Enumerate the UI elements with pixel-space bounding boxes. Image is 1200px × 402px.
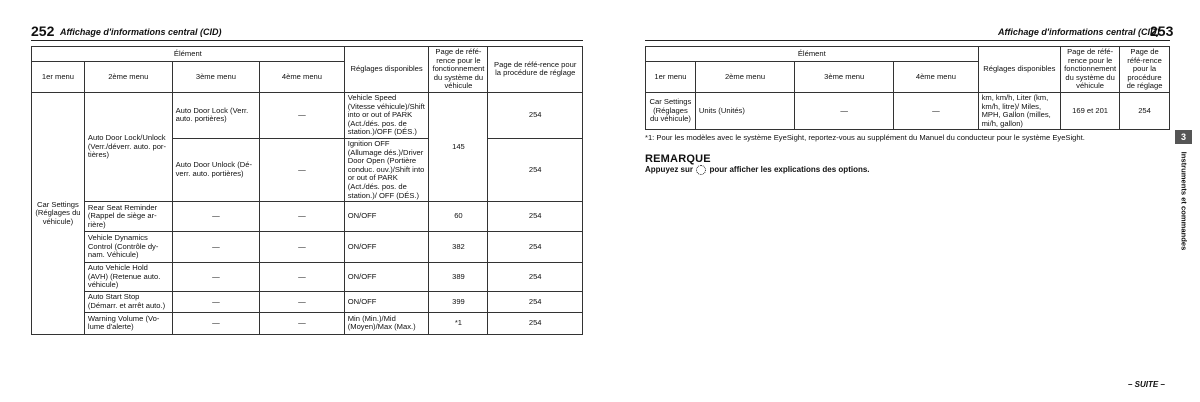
- settings-cell: Min (Min.)/Mid (Moyen)/Max (Max.): [344, 312, 429, 334]
- menu4-cell: —: [894, 92, 978, 129]
- menu4-cell: —: [260, 312, 345, 334]
- menu3-cell: Auto Door Lock (Verr. auto. portières): [172, 92, 260, 138]
- header-proc-page: Page de réfé-rence pour la procédure de réglage: [1120, 47, 1170, 93]
- settings-cell: ON/OFF: [344, 202, 429, 232]
- menu1-cell: Car Settings (Réglages du véhicule): [646, 92, 696, 129]
- menu3-cell: —: [172, 232, 260, 263]
- header-element: Élément: [646, 47, 979, 62]
- table-row: [32, 263, 583, 292]
- menu3-cell: —: [795, 92, 894, 129]
- header-ref-page: Page de réfé-rence pour le fonctionnement du système du véhicule: [1061, 47, 1120, 93]
- settings-cell: Vehicle Speed (Vitesse véhicule)/Shift into or out of PARK (Act./dés. pos. de station.)/OFF (DÉS.): [344, 92, 429, 138]
- ref-cell: 382: [429, 232, 488, 263]
- menu4-cell: —: [260, 291, 345, 312]
- menu4-cell: —: [260, 202, 345, 232]
- settings-cell: km, km/h, Liter (km, km/h, litre)/ Miles, MPH, Gallon (milles, mi/h, gallon): [978, 92, 1061, 129]
- table-row: [32, 202, 583, 232]
- menu4-cell: —: [260, 92, 345, 138]
- header-settings: Réglages disponibles: [344, 47, 429, 93]
- page-number-left: 252: [31, 23, 55, 39]
- ref-cell: 60: [429, 202, 488, 232]
- header-menu2: 2ème menu: [695, 61, 794, 92]
- info-icon: [696, 165, 706, 175]
- header-menu4: 4ème menu: [894, 61, 978, 92]
- header-menu1: 1er menu: [32, 61, 85, 92]
- menu3-cell: —: [172, 312, 260, 334]
- continued-label: – SUITE –: [1128, 380, 1165, 389]
- header-menu2: 2ème menu: [84, 61, 172, 92]
- settings-cell: ON/OFF: [344, 263, 429, 292]
- header-menu3: 3ème menu: [795, 61, 894, 92]
- menu4-cell: —: [260, 138, 345, 201]
- page-number-right: 253: [1150, 23, 1174, 39]
- menu4-cell: —: [260, 232, 345, 263]
- table-row: [32, 92, 583, 138]
- table-row: [32, 232, 583, 263]
- remarque-title: REMARQUE: [645, 153, 711, 165]
- chapter-tab-text: Instruments et commandes: [1179, 151, 1188, 250]
- ref-cell: 389: [429, 263, 488, 292]
- proc-cell: 254: [488, 312, 583, 334]
- menu3-cell: —: [172, 202, 260, 232]
- remarque-text-after: pour afficher les explications des options.: [709, 165, 870, 175]
- table-row: [32, 312, 583, 334]
- proc-cell: 254: [488, 263, 583, 292]
- header-rule-left: [31, 40, 583, 41]
- menu2-cell: Auto Start Stop (Démarr. et arrêt auto.): [84, 291, 172, 312]
- proc-cell: 254: [488, 202, 583, 232]
- menu3-cell: Auto Door Unlock (Dé-verr. auto. portières): [172, 138, 260, 201]
- menu4-cell: —: [260, 263, 345, 292]
- settings-cell: Ignition OFF (Allumage dés.)/Driver Door Open (Portière conduc. ouv.)/Shift into or out of PARK (Act./dés. pos. de station.)/ OFF (DÉS.): [344, 138, 429, 201]
- menu3-cell: —: [172, 291, 260, 312]
- settings-cell: ON/OFF: [344, 291, 429, 312]
- header-rule-right: [645, 40, 1170, 41]
- header-menu3: 3ème menu: [172, 61, 260, 92]
- table-row: [646, 92, 1170, 129]
- proc-cell: 254: [488, 232, 583, 263]
- header-proc-page: Page de réfé-rence pour la procédure de réglage: [488, 47, 583, 93]
- header-element: Élément: [32, 47, 345, 62]
- proc-cell: 254: [488, 92, 583, 138]
- ref-cell: 399: [429, 291, 488, 312]
- running-title-right: Affichage d'informations central (CID): [998, 27, 1160, 37]
- chapter-tab-label: [1175, 148, 1192, 253]
- footnote: *1: Pour les modèles avec le système EyeSight, reportez-vous au supplément du Manuel du conducteur pour le système EyeSight.: [645, 133, 1085, 142]
- proc-cell: 254: [1120, 92, 1170, 129]
- ref-cell: 169 et 201: [1061, 92, 1120, 129]
- menu2-cell: Rear Seat Reminder (Rappel de siège ar-rière): [84, 202, 172, 232]
- menu2-cell: Vehicle Dynamics Control (Contrôle dy-nam. Véhicule): [84, 232, 172, 263]
- ref-cell: *1: [429, 312, 488, 334]
- door-ref-cell: 145: [429, 92, 488, 201]
- settings-table-left: [31, 46, 583, 335]
- table-row: [32, 291, 583, 312]
- menu2-cell: Units (Unités): [695, 92, 794, 129]
- settings-cell: ON/OFF: [344, 232, 429, 263]
- menu3-cell: —: [172, 263, 260, 292]
- remarque-text: [645, 165, 870, 175]
- header-ref-page: Page de réfé-rence pour le fonctionnement du système du véhicule: [429, 47, 488, 93]
- header-settings: Réglages disponibles: [978, 47, 1061, 93]
- menu2-cell: Auto Vehicle Hold (AVH) (Retenue auto. véhicule): [84, 263, 172, 292]
- menu2-cell: Warning Volume (Vo-lume d'alerte): [84, 312, 172, 334]
- car-settings-cell: Car Settings (Réglages du véhicule): [32, 92, 85, 334]
- remarque-text-before: Appuyez sur: [645, 165, 694, 175]
- auto-door-lock-cell: Auto Door Lock/Unlock (Verr./déverr. auto. por-tières): [84, 92, 172, 201]
- chapter-tab-number: 3: [1175, 130, 1192, 144]
- settings-table-right: [645, 46, 1170, 130]
- header-menu1: 1er menu: [646, 61, 696, 92]
- running-title-left: Affichage d'informations central (CID): [60, 27, 222, 37]
- proc-cell: 254: [488, 138, 583, 201]
- proc-cell: 254: [488, 291, 583, 312]
- header-menu4: 4ème menu: [260, 61, 345, 92]
